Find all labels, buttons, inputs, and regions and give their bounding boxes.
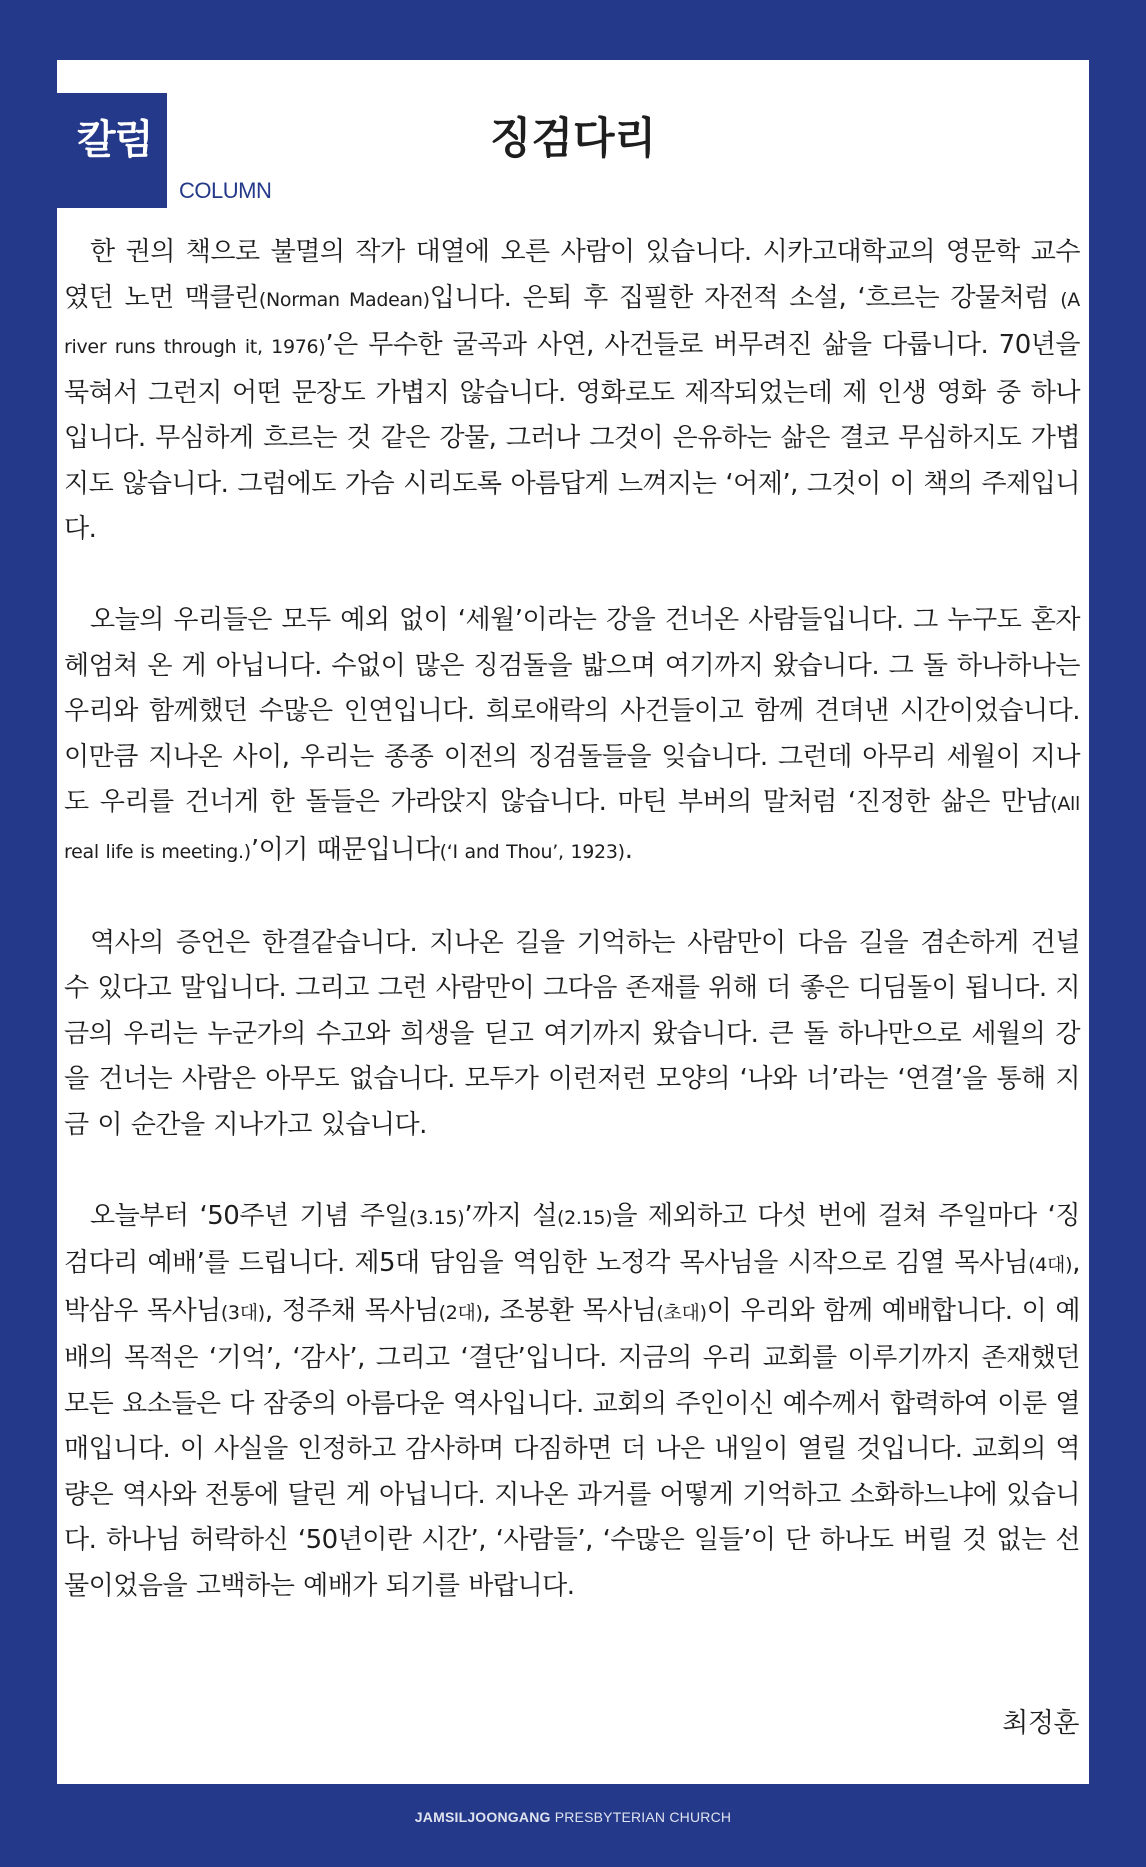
paragraph-text: 역사의 증언은 한결같습니다. 지나온 길을 기억하는 사람만이 다음 길을 겸손하게 건널 수 있다고 말입니다. 그리고 그런 사람만이 그다음 존재를 위해 더 좋은 디딤돌이 됩니다. 지금의 우리는 누군가의 수고와 희생을 딛고 여기까지 왔습니다. 큰 돌 하나만으로 세월의 강을 건너는 사람은 아무도 없습니다. 모두가 이런저런 모양의 ‘나와 너’라는 ‘연결’을 통해 지금 이 순간을 지나가고 있습니다. [64, 927, 1080, 1140]
badge-subtitle: COLUMN [179, 178, 272, 203]
article-body [64, 230, 1080, 1655]
paragraph-note: (3.15) [409, 1206, 465, 1229]
paragraph-4 [64, 1194, 1080, 1610]
paragraph-text: ’까지 설 [464, 1200, 557, 1231]
paragraph-3 [64, 921, 1080, 1149]
author-name: 최정훈 [1002, 1708, 1079, 1739]
paragraph-text: , 조봉환 목사님 [482, 1295, 657, 1326]
paragraph-note: (Norman Madean) [258, 288, 430, 311]
paragraph-note: (A river runs through it, 1976) [64, 288, 1080, 358]
column-card [57, 60, 1089, 1784]
paragraph-note: (3대) [220, 1301, 265, 1324]
footer-church-bold: JAMSILJOONGANG [414, 1809, 551, 1825]
paragraph-text: ’은 무수한 굴곡과 사연, 사건들로 버무려진 삶을 다룹니다. 70년을 묵혀서 그런지 어떤 문장도 가볍지 않습니다. 영화로도 제작되었는데 제 인생 영화 중 하나입니다. 무심하게 흐르는 것 같은 강물, 그러나 그것이 은유하는 삶은 결코 무심하지도 가볍지도 않습니다. 그럼에도 가슴 시리도록 아름답게 느껴지는 ‘어제’, 그것이 이 책의 주제입니다. [64, 330, 1080, 544]
paragraph-text: 한 권의 책으로 불멸의 작가 대열에 오른 사람이 있습니다. 시카고대학교의 영문학 교수였던 노먼 맥클린 [64, 237, 1080, 313]
church-footer [0, 1810, 1146, 1824]
paragraph-text: . [624, 834, 633, 865]
page-title: 징검다리 [489, 114, 657, 164]
paragraph-text: 입니다. 은퇴 후 집필한 자전적 소설, ‘흐르는 강물처럼 [429, 282, 1061, 313]
paragraph-text: , 정주채 목사님 [264, 1295, 439, 1326]
footer-church-rest: PRESBYTERIAN CHURCH [550, 1809, 732, 1825]
paragraph-note: (All real life is meeting.) [64, 793, 1080, 863]
paragraph-text: 을 제외하고 다섯 번에 걸쳐 주일마다 ‘징검다리 예배’를 드립니다. 제5대 담임을 역임한 노정각 목사님을 시작으로 김열 목사님 [64, 1200, 1080, 1278]
paragraph-note: (2.15) [557, 1206, 613, 1229]
paragraph-text: ’이기 때문입니다 [250, 834, 440, 865]
paragraph-text: 오늘의 우리들은 모두 예외 없이 ‘세월’이라는 강을 건너온 사람들입니다. 그 누구도 혼자 헤엄쳐 온 게 아닙니다. 수없이 많은 징검돌을 밟으며 여기까지 왔습니다. 그 돌 하나하나는 우리와 함께했던 수많은 인연입니다. 희로애락의 사건들이고 함께 견뎌낸 시간이었습니다. 이만큼 지나온 사이, 우리는 종종 이전의 징검돌들을 잊습니다. 그런데 아무리 세월이 지나도 우리를 건너게 한 돌들은 가라앉지 않습니다. 마틴 부버의 말처럼 ‘진정한 삶은 만남 [64, 605, 1080, 817]
paragraph-text: , 박삼우 목사님 [64, 1248, 1080, 1326]
paragraph-note: (초대) [656, 1301, 707, 1324]
paragraph-note: (4대) [1028, 1254, 1073, 1276]
paragraph-note: (‘I and Thou’, 1923) [439, 840, 625, 863]
badge-title: 칼럼 [77, 117, 153, 163]
paragraph-text: 이 우리와 함께 예배합니다. 이 예배의 목적은 ‘기억’, ‘감사’, 그리고 ‘결단’입니다. 지금의 우리 교회를 이루기까지 존재했던 모든 요소들은 다 잠중의 아름다운 역사입니다. 교회의 주인이신 예수께서 합력하여 이룬 열매입니다. 이 사실을 인정하고 감사하며 다짐하면 더 나은 내일이 열릴 것입니다. 교회의 역량은 역사와 전통에 달린 게 아닙니다. 지나온 과거를 어떻게 기억하고 소화하느냐에 있습니다. 하나님 허락하신 ‘50년이란 시간’, ‘사람들’, ‘수많은 일들’이 단 하나도 버릴 것 없는 선물이었음을 고백하는 예배가 되기를 바랍니다. [64, 1295, 1080, 1601]
paragraph-1 [64, 230, 1080, 553]
paragraph-note: (2대) [438, 1301, 483, 1324]
paragraph-text: 오늘부터 ‘50주년 기념 주일 [90, 1200, 410, 1231]
paragraph-2 [64, 598, 1080, 875]
